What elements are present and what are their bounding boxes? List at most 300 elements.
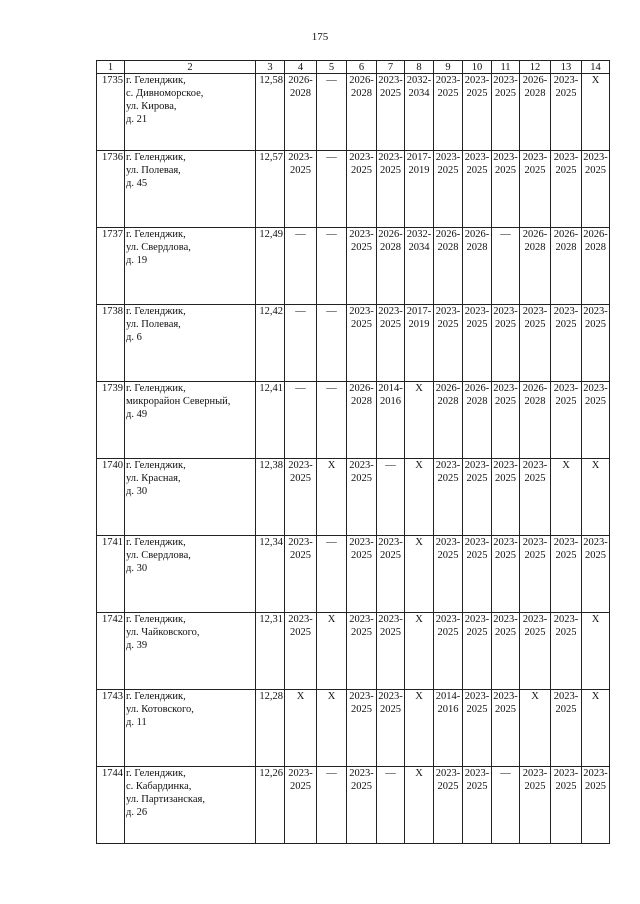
period-cell	[405, 536, 434, 613]
table-row	[97, 382, 610, 459]
cell-line: 2025	[524, 550, 546, 561]
period-cell	[520, 74, 551, 151]
period-cell	[377, 305, 405, 382]
period-cell	[582, 305, 610, 382]
column-number: 12	[520, 61, 551, 74]
cell-line: 2025	[466, 704, 488, 715]
cell-line: 2034	[408, 88, 430, 99]
cell-line: 2014-	[378, 383, 403, 394]
period-cell	[551, 151, 582, 228]
cell-line: 2023-	[435, 460, 461, 471]
cell-line: 2023-	[464, 75, 490, 86]
cell-line: 2025	[495, 704, 516, 715]
cell-line: 2026-	[522, 383, 548, 394]
cell-line: г. Геленджик,	[126, 691, 186, 702]
period-cell	[405, 613, 434, 690]
period-cell	[520, 151, 551, 228]
period-cell	[317, 151, 347, 228]
cell-line: 2025	[524, 165, 546, 176]
cell-line: Х	[415, 691, 423, 702]
cell-line: 2023-	[378, 614, 403, 625]
cell-line: 2025	[495, 550, 516, 561]
period-cell	[405, 151, 434, 228]
address-cell	[125, 305, 256, 382]
period-cell	[492, 305, 520, 382]
column-number: 4	[285, 61, 317, 74]
cell-line: 2034	[408, 242, 430, 253]
period-cell	[434, 305, 463, 382]
period-cell	[492, 459, 520, 536]
table-row	[97, 305, 610, 382]
row-number: 1735	[97, 74, 125, 151]
period-cell	[463, 382, 492, 459]
table-row	[97, 459, 610, 536]
period-cell	[582, 536, 610, 613]
period-cell	[285, 536, 317, 613]
address-cell	[125, 74, 256, 151]
cell-line: 2023-	[288, 537, 313, 548]
cell-line: г. Геленджик,	[126, 383, 186, 394]
period-cell	[285, 459, 317, 536]
cell-line: 2028	[380, 242, 401, 253]
cell-line: с. Дивноморское,	[126, 88, 204, 99]
cell-line: Х	[327, 691, 336, 702]
cell-line: —	[385, 768, 396, 779]
period-cell	[520, 382, 551, 459]
cell-line: 2023-	[464, 691, 490, 702]
cell-line: 2023-	[349, 691, 374, 702]
cell-line: ул. Котовского,	[126, 704, 194, 715]
cell-line: 2025	[555, 165, 577, 176]
cell-line: ул. Полевая,	[126, 165, 181, 176]
cell-line: —	[326, 229, 337, 240]
period-cell	[434, 690, 463, 767]
cell-line: 2016	[380, 396, 401, 407]
address-cell	[125, 690, 256, 767]
cell-line: ул. Партизанская,	[126, 794, 205, 805]
cell-line: 2025	[437, 781, 459, 792]
period-cell	[463, 228, 492, 305]
cell-line: 2016	[437, 704, 459, 715]
cell-line: ул. Свердлова,	[126, 242, 191, 253]
area-cell: 12,57	[256, 151, 285, 228]
period-cell	[377, 228, 405, 305]
cell-line: 2023-	[493, 691, 518, 702]
cell-line: 2025	[380, 704, 401, 715]
table-row	[97, 767, 610, 844]
cell-line: Х	[415, 460, 423, 471]
cell-line: Х	[327, 460, 336, 471]
cell-line: д. 30	[126, 486, 148, 497]
cell-line: г. Геленджик,	[126, 75, 186, 86]
cell-line: 2025	[555, 550, 577, 561]
period-cell	[582, 74, 610, 151]
cell-line: 2025	[351, 319, 372, 330]
cell-line: с. Кабардинка,	[126, 781, 192, 792]
cell-line: 2025	[380, 550, 401, 561]
cell-line: 2026-	[349, 383, 374, 394]
cell-line: 2025	[555, 396, 577, 407]
cell-line: 2023-	[378, 306, 403, 317]
period-cell	[347, 382, 377, 459]
cell-line: —	[326, 768, 337, 779]
cell-line: 2025	[585, 165, 606, 176]
period-cell	[463, 74, 492, 151]
period-cell	[377, 151, 405, 228]
cell-line: Х	[591, 460, 600, 471]
cell-line: г. Геленджик,	[126, 152, 186, 163]
cell-line: 2025	[466, 627, 488, 638]
period-cell	[347, 305, 377, 382]
cell-line: 2023-	[464, 537, 490, 548]
cell-line: 2023-	[464, 460, 490, 471]
cell-line: 2023-	[583, 537, 608, 548]
period-cell	[317, 228, 347, 305]
cell-line: 2028	[524, 396, 546, 407]
cell-line: 2025	[351, 165, 372, 176]
cell-line: 2025	[555, 704, 577, 715]
cell-line: 2026-	[553, 229, 579, 240]
address-cell	[125, 382, 256, 459]
period-cell	[551, 613, 582, 690]
cell-line: 2023-	[464, 152, 490, 163]
cell-line: 2023-	[464, 306, 490, 317]
cell-line: 2025	[495, 88, 516, 99]
cell-line: 2023-	[435, 306, 461, 317]
period-cell	[582, 613, 610, 690]
period-cell	[347, 613, 377, 690]
cell-line: 2025	[555, 319, 577, 330]
cell-line: 2026-	[349, 75, 374, 86]
table-body	[97, 74, 610, 844]
cell-line: 2026-	[583, 229, 608, 240]
cell-line: 2028	[437, 242, 459, 253]
period-cell	[377, 459, 405, 536]
period-cell	[317, 305, 347, 382]
cell-line: Х	[296, 691, 305, 702]
cell-line: Х	[562, 460, 570, 471]
column-number: 14	[582, 61, 610, 74]
area-cell: 12,38	[256, 459, 285, 536]
cell-line: 2025	[524, 781, 546, 792]
cell-line: 2025	[495, 627, 516, 638]
cell-line: 2028	[466, 396, 488, 407]
cell-line: —	[326, 306, 337, 317]
cell-line: Х	[531, 691, 539, 702]
period-cell	[347, 767, 377, 844]
cell-line: Х	[415, 768, 423, 779]
period-cell	[317, 767, 347, 844]
period-cell	[347, 74, 377, 151]
cell-line: 2025	[585, 396, 606, 407]
cell-line: 2023-	[435, 614, 461, 625]
column-number: 3	[256, 61, 285, 74]
row-number: 1736	[97, 151, 125, 228]
cell-line: 2025	[380, 165, 401, 176]
cell-line: 2025	[466, 88, 488, 99]
cell-line: д. 21	[126, 114, 148, 125]
row-number: 1739	[97, 382, 125, 459]
cell-line: 2023-	[435, 537, 461, 548]
cell-line: 2028	[290, 88, 311, 99]
cell-line: 2023-	[553, 768, 579, 779]
area-cell: 12,41	[256, 382, 285, 459]
cell-line: 2025	[466, 319, 488, 330]
period-cell	[405, 74, 434, 151]
period-cell	[405, 690, 434, 767]
period-cell	[520, 459, 551, 536]
cell-line: 2026-	[464, 383, 490, 394]
cell-line: 2023-	[553, 614, 579, 625]
period-cell	[347, 151, 377, 228]
cell-line: 2025	[380, 627, 401, 638]
cell-line: —	[500, 229, 511, 240]
cell-line: д. 30	[126, 563, 148, 574]
period-cell	[317, 613, 347, 690]
cell-line: ул. Чайковского,	[126, 627, 200, 638]
cell-line: д. 39	[126, 640, 148, 651]
cell-line: 2023-	[583, 383, 608, 394]
period-cell	[492, 690, 520, 767]
column-number: 1	[97, 61, 125, 74]
cell-line: 2025	[524, 319, 546, 330]
cell-line: —	[385, 460, 396, 471]
cell-line: 2023-	[435, 152, 461, 163]
cell-line: 2023-	[349, 537, 374, 548]
period-cell	[285, 690, 317, 767]
period-cell	[463, 151, 492, 228]
cell-line: 2023-	[522, 306, 548, 317]
cell-line: г. Геленджик,	[126, 306, 186, 317]
column-number: 6	[347, 61, 377, 74]
area-cell: 12,42	[256, 305, 285, 382]
cell-line: 2025	[290, 550, 311, 561]
area-cell: 12,28	[256, 690, 285, 767]
cell-line: Х	[415, 383, 423, 394]
period-cell	[551, 382, 582, 459]
cell-line: 2023-	[288, 460, 313, 471]
cell-line: 2025	[437, 165, 459, 176]
cell-line: 2025	[290, 473, 311, 484]
cell-line: д. 11	[126, 717, 147, 728]
cell-line: 2023-	[493, 460, 518, 471]
cell-line: 2023-	[522, 768, 548, 779]
period-cell	[434, 74, 463, 151]
cell-line: 2023-	[553, 691, 579, 702]
cell-line: 2028	[524, 242, 546, 253]
cell-line: 2023-	[435, 75, 461, 86]
period-cell	[492, 767, 520, 844]
row-number: 1744	[97, 767, 125, 844]
cell-line: 2025	[437, 550, 459, 561]
period-cell	[520, 536, 551, 613]
cell-line: 2025	[437, 319, 459, 330]
cell-line: 2023-	[583, 306, 608, 317]
period-cell	[463, 459, 492, 536]
cell-line: Х	[415, 614, 423, 625]
cell-line: 2017-	[406, 152, 432, 163]
cell-line: 2025	[585, 550, 606, 561]
cell-line: 2032-	[406, 229, 432, 240]
cell-line: 2023-	[493, 306, 518, 317]
period-cell	[582, 459, 610, 536]
cell-line: микрорайон Северный,	[126, 396, 231, 407]
area-cell: 12,31	[256, 613, 285, 690]
cell-line: 2023-	[288, 152, 313, 163]
cell-line: 2023-	[553, 537, 579, 548]
area-cell: 12,34	[256, 536, 285, 613]
period-cell	[551, 536, 582, 613]
period-cell	[520, 690, 551, 767]
cell-line: 2017-	[406, 306, 432, 317]
period-cell	[377, 536, 405, 613]
cell-line: —	[326, 383, 337, 394]
cell-line: 2025	[437, 88, 459, 99]
cell-line: 2025	[290, 165, 311, 176]
cell-line: 2025	[380, 88, 401, 99]
cell-line: 2023-	[435, 768, 461, 779]
cell-line: 2023-	[493, 152, 518, 163]
address-cell	[125, 613, 256, 690]
period-cell	[434, 767, 463, 844]
cell-line: Х	[591, 614, 600, 625]
cell-line: 2028	[555, 242, 577, 253]
cell-line: 2023-	[464, 614, 490, 625]
cell-line: Х	[415, 537, 423, 548]
cell-line: 2026-	[522, 229, 548, 240]
cell-line: г. Геленджик,	[126, 614, 186, 625]
cell-line: 2023-	[522, 460, 548, 471]
cell-line: 2023-	[583, 768, 608, 779]
cell-line: 2028	[351, 88, 372, 99]
cell-line: 2026-	[378, 229, 403, 240]
period-cell	[492, 382, 520, 459]
table-row	[97, 151, 610, 228]
cell-line: 2023-	[464, 768, 490, 779]
period-cell	[551, 305, 582, 382]
cell-line: 2023-	[349, 229, 374, 240]
period-cell	[434, 536, 463, 613]
period-cell	[377, 382, 405, 459]
period-cell	[551, 74, 582, 151]
column-number: 9	[434, 61, 463, 74]
column-number: 10	[463, 61, 492, 74]
page-number: 175	[311, 31, 329, 43]
row-number: 1743	[97, 690, 125, 767]
period-cell	[492, 228, 520, 305]
period-cell	[434, 228, 463, 305]
period-cell	[405, 228, 434, 305]
period-cell	[405, 305, 434, 382]
period-cell	[434, 382, 463, 459]
cell-line: 2028	[466, 242, 488, 253]
cell-line: 2025	[466, 473, 488, 484]
cell-line: 2023-	[349, 460, 374, 471]
column-number: 7	[377, 61, 405, 74]
cell-line: 2025	[555, 627, 577, 638]
address-cell	[125, 228, 256, 305]
cell-line: ул. Свердлова,	[126, 550, 191, 561]
cell-line: 2023-	[378, 75, 403, 86]
cell-line: 2025	[351, 781, 372, 792]
row-number: 1741	[97, 536, 125, 613]
cell-line: 2025	[290, 627, 311, 638]
period-cell	[520, 305, 551, 382]
period-cell	[492, 74, 520, 151]
address-cell	[125, 459, 256, 536]
cell-line: 2023-	[522, 152, 548, 163]
table-row	[97, 228, 610, 305]
cell-line: 2025	[524, 473, 546, 484]
period-cell	[285, 613, 317, 690]
period-cell	[317, 74, 347, 151]
period-cell	[405, 767, 434, 844]
cell-line: ул. Полевая,	[126, 319, 181, 330]
column-number: 5	[317, 61, 347, 74]
address-cell	[125, 151, 256, 228]
period-cell	[285, 74, 317, 151]
period-cell	[285, 767, 317, 844]
period-cell	[317, 382, 347, 459]
period-cell	[582, 382, 610, 459]
cell-line: 2023-	[522, 537, 548, 548]
row-number: 1738	[97, 305, 125, 382]
cell-line: 2026-	[435, 383, 461, 394]
table-row	[97, 74, 610, 151]
period-cell	[463, 767, 492, 844]
table-row	[97, 536, 610, 613]
area-cell: 12,26	[256, 767, 285, 844]
period-cell	[347, 459, 377, 536]
period-cell	[285, 228, 317, 305]
cell-line: 2023-	[493, 614, 518, 625]
cell-line: 2028	[585, 242, 606, 253]
period-cell	[377, 767, 405, 844]
cell-line: 2023-	[378, 537, 403, 548]
period-cell	[463, 613, 492, 690]
cell-line: 2025	[351, 704, 372, 715]
period-cell	[405, 382, 434, 459]
cell-line: —	[326, 75, 337, 86]
cell-line: 2025	[555, 88, 577, 99]
period-cell	[347, 228, 377, 305]
cell-line: 2025	[351, 473, 372, 484]
table-row	[97, 613, 610, 690]
period-cell	[551, 459, 582, 536]
cell-line: 2023-	[553, 306, 579, 317]
cell-line: 2025	[351, 627, 372, 638]
cell-line: г. Геленджик,	[126, 460, 186, 471]
area-cell: 12,49	[256, 228, 285, 305]
period-cell	[582, 151, 610, 228]
row-number: 1737	[97, 228, 125, 305]
cell-line: 2023-	[349, 306, 374, 317]
cell-line: д. 45	[126, 178, 148, 189]
cell-line: 2026-	[464, 229, 490, 240]
cell-line: ул. Кирова,	[126, 101, 177, 112]
cell-line: г. Геленджик,	[126, 537, 186, 548]
cell-line: 2025	[437, 627, 459, 638]
cell-line: 2025	[437, 473, 459, 484]
column-number-header	[97, 61, 610, 74]
period-cell	[551, 767, 582, 844]
column-number: 11	[492, 61, 520, 74]
period-cell	[405, 459, 434, 536]
period-cell	[377, 690, 405, 767]
cell-line: 2028	[351, 396, 372, 407]
cell-line: 2025	[555, 781, 577, 792]
cell-line: —	[295, 383, 306, 394]
